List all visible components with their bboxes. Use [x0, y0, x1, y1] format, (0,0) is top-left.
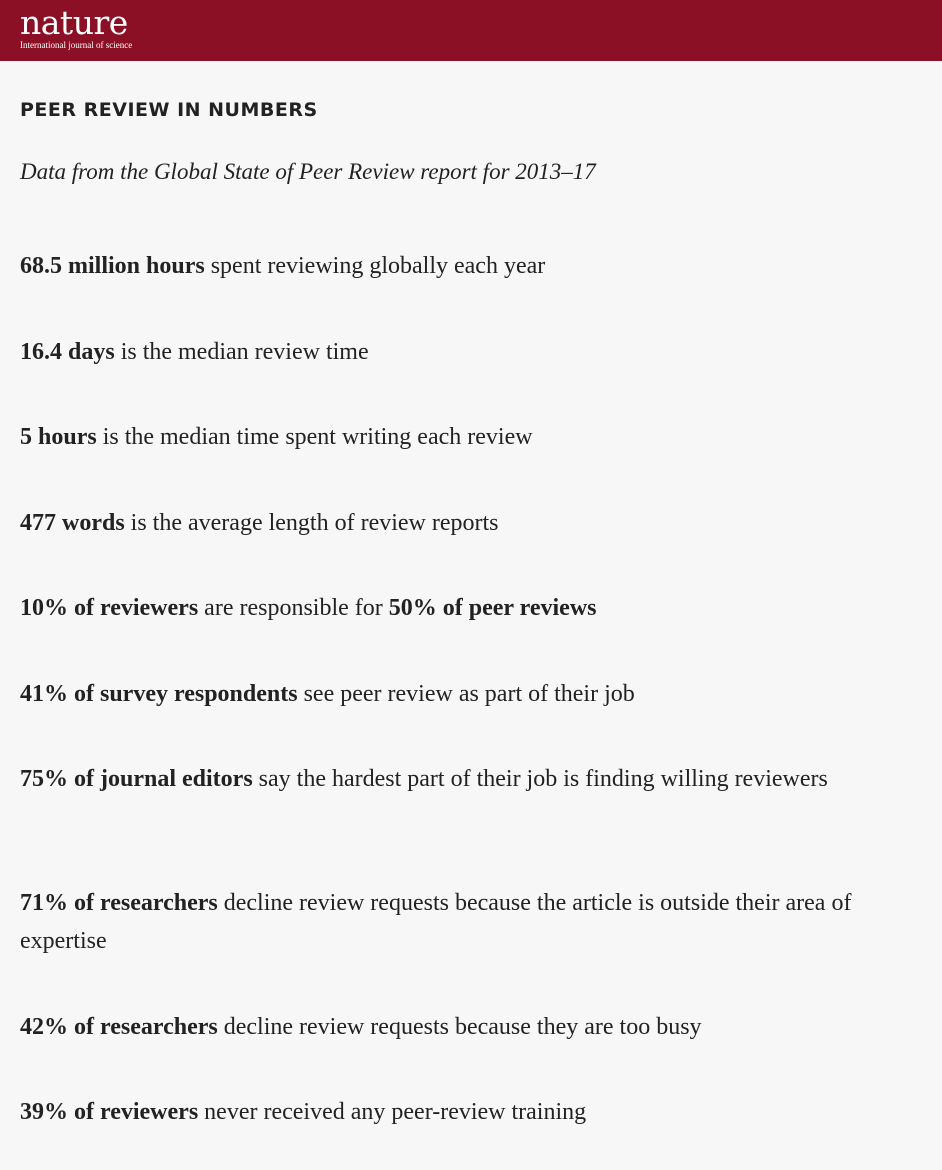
stat-description: see peer review as part of their job	[297, 681, 635, 707]
logo-tagline: International journal of science	[20, 40, 133, 50]
stat-item	[20, 418, 920, 456]
stat-item	[20, 589, 920, 627]
stat-figure: 5 hours	[20, 424, 97, 450]
stat-description: is the median time spent writing each review	[96, 424, 533, 450]
stat-figure: 71% of researchers	[20, 890, 218, 916]
stat-item	[20, 333, 920, 371]
stat-description: spent reviewing globally each year	[204, 253, 546, 279]
stat-item	[20, 1093, 920, 1131]
stat-description: decline review requests because they are too busy	[217, 1014, 702, 1040]
site-header	[0, 0, 942, 61]
stat-figure: 10% of reviewers	[20, 595, 199, 621]
stat-item	[20, 884, 920, 960]
stat-description: say the hardest part of their job is finding willing reviewers	[252, 766, 828, 792]
stat-figure: 68.5 million hours	[20, 253, 205, 279]
section-heading: PEER REVIEW IN NUMBERS	[20, 99, 318, 121]
stat-item	[20, 1008, 920, 1046]
stat-figure: 75% of journal editors	[20, 766, 253, 792]
stat-item	[20, 675, 920, 713]
stat-description: decline review requests because the article is outside their area of expertise	[20, 890, 852, 954]
stat-description: are responsible for	[198, 595, 389, 621]
data-source-subtitle: Data from the Global State of Peer Review report for 2013–17	[20, 159, 596, 184]
nature-logo[interactable]: nature	[20, 3, 128, 42]
stat-figure-secondary: 50% of peer reviews	[388, 595, 597, 621]
stat-item	[20, 247, 920, 285]
stat-figure: 39% of reviewers	[20, 1099, 199, 1125]
stat-item	[20, 760, 920, 798]
stat-figure: 42% of researchers	[20, 1014, 218, 1040]
stat-figure: 41% of survey respondents	[20, 681, 298, 707]
stat-description: never received any peer-review training	[198, 1099, 587, 1125]
stat-description: is the median review time	[114, 339, 369, 365]
stat-item	[20, 504, 920, 542]
stat-figure: 477 words	[20, 510, 125, 536]
article-body	[0, 98, 942, 1125]
stat-description: is the average length of review reports	[124, 510, 499, 536]
stat-figure: 16.4 days	[20, 339, 115, 365]
